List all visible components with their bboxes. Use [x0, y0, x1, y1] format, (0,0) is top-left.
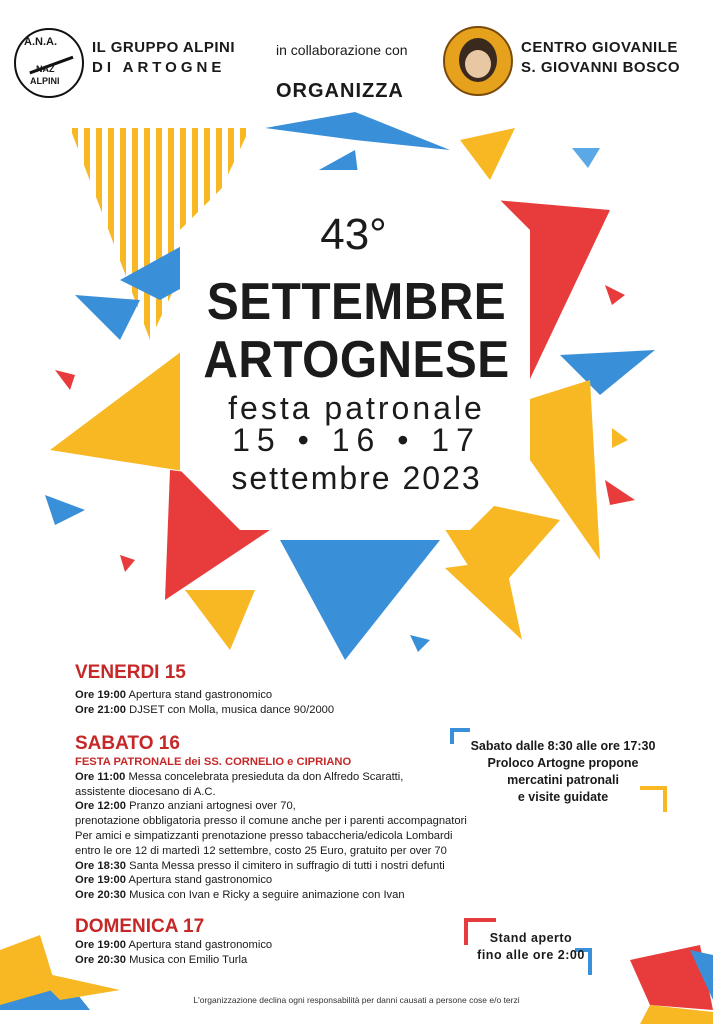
disclaimer-footer: L'organizzazione declina ogni responsabilità per danni causati a persone cose e/o terzi — [193, 995, 520, 1005]
alpini-logo — [14, 28, 84, 98]
market-info-box — [458, 738, 668, 806]
program-item: Ore 11:00 Messa concelebrata presieduta da don Alfredo Scaratti, — [75, 770, 404, 783]
san-giovanni-bosco-logo — [443, 26, 513, 96]
program-item: Ore 19:00 Apertura stand gastronomico — [75, 939, 273, 951]
logo-text-bottom: ALPINI — [30, 76, 60, 86]
collaboration-text: in collaborazione con — [276, 42, 408, 58]
program-sunday — [75, 938, 272, 968]
program-item: Ore 20:30 Musica con Emilio Turla — [75, 953, 248, 966]
organizza-heading: ORGANIZZA — [276, 80, 404, 102]
day-heading-saturday: SABATO 16 — [75, 733, 180, 754]
organizer-right-line1: CENTRO GIOVANILE — [521, 39, 678, 56]
program-item: Ore 19:00 Apertura stand gastronomico — [75, 689, 273, 701]
program-item: Ore 19:00 Apertura stand gastronomico — [75, 874, 273, 887]
organizer-left — [92, 38, 235, 78]
title-line2: ARTOGNESE — [203, 331, 510, 389]
program-item-cont: entro le ore 12 di martedì 12 settembre, costo 25 Euro, gratuito per over 70 — [75, 844, 447, 857]
program-item-cont: assistente diocesano di A.C. — [75, 785, 216, 798]
festa-patronale-line: FESTA PATRONALE dei SS. CORNELIO e CIPRIANO — [75, 756, 352, 768]
organizer-left-line2: DI ARTOGNE — [92, 59, 226, 76]
organizer-left-line1: IL GRUPPO ALPINI — [92, 39, 236, 56]
market-info-line: Proloco Artogne propone — [487, 756, 639, 770]
organizer-right — [521, 38, 680, 78]
stand-hours-line: Stand aperto — [489, 931, 573, 945]
program-item: Ore 21:00 DJSET con Molla, musica dance 90/2000 — [75, 703, 335, 716]
stand-hours-line: fino alle ore 2:00 — [477, 948, 585, 962]
program-item: Ore 12:00 Pranzo anziani artognesi over 70, — [75, 800, 296, 813]
program-item: Ore 20:30 Musica con Ivan e Ricky a seguire animazione con Ivan — [75, 889, 405, 902]
market-info-line: e visite guidate — [517, 790, 609, 804]
day-heading-friday: VENERDI 15 — [75, 662, 186, 683]
event-dates: 15 • 16 • 17 — [232, 422, 481, 458]
logo-text-mid: NAZ — [36, 64, 55, 74]
market-info-line: mercatini patronali — [507, 773, 619, 787]
organizer-right-line2: S. GIOVANNI BOSCO — [521, 59, 681, 76]
program-item-cont: prenotazione obbligatoria presso il comune anche per i parenti accompagnatori — [75, 815, 467, 828]
subtitle: festa patronale — [228, 390, 485, 426]
logo-text-top: A.N.A. — [24, 36, 57, 48]
title-line1: SETTEMBRE — [206, 273, 507, 331]
edition-number: 43° — [320, 210, 387, 259]
program-friday — [75, 688, 334, 718]
program-item-cont: Per amici e simpatizzanti prenotazione presso tabaccheria/edicola Lombardi — [75, 829, 453, 842]
program-item: Ore 18:30 Santa Messa presso il cimitero in suffragio di tutti i nostri defunti — [75, 859, 445, 872]
stand-hours-box — [472, 930, 590, 964]
market-info-line: Sabato dalle 8:30 alle ore 17:30 — [470, 739, 656, 753]
event-month-year: settembre 2023 — [231, 460, 482, 496]
day-heading-sunday: DOMENICA 17 — [75, 916, 205, 937]
program-saturday — [75, 755, 467, 903]
